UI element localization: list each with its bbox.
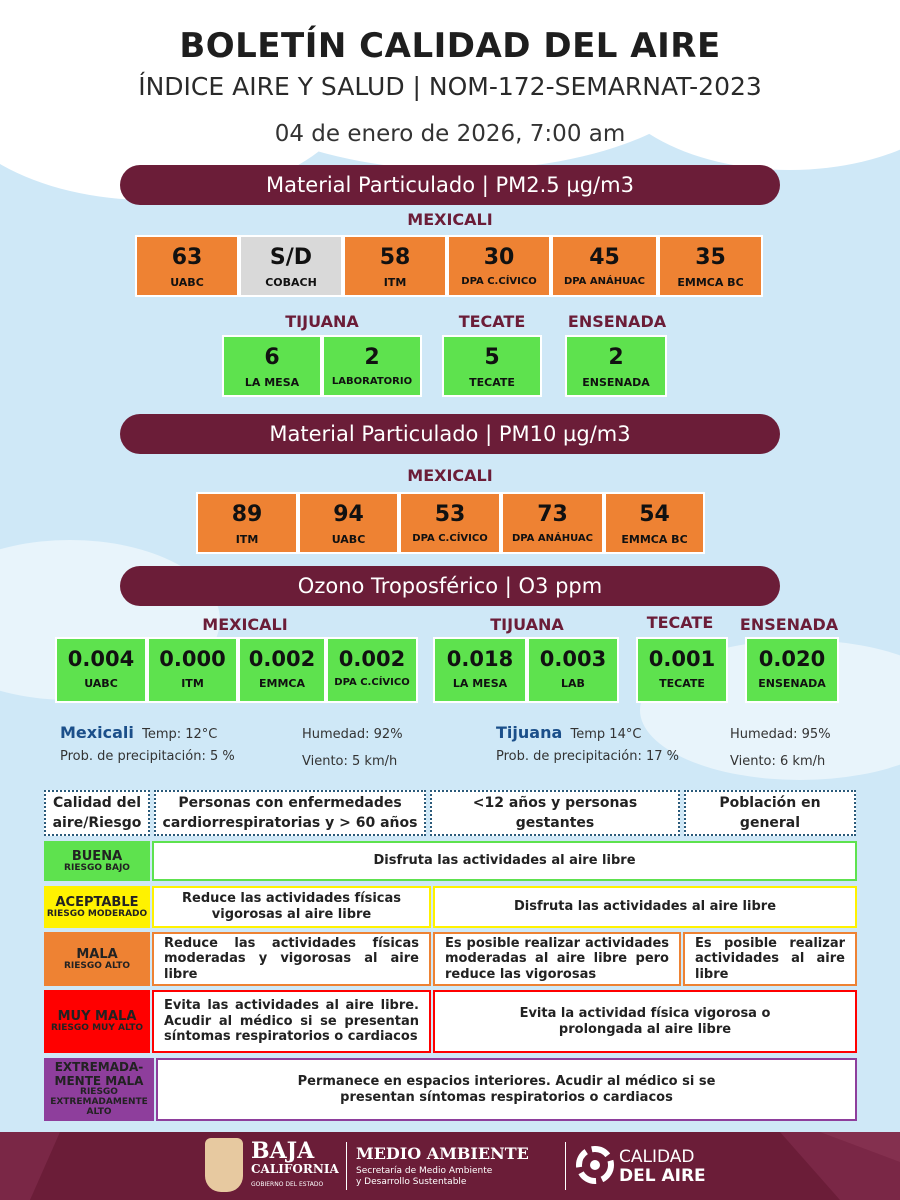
station-value: 94 <box>333 502 364 527</box>
station-cell <box>565 335 667 397</box>
logo-calidad: CALIDAD <box>619 1147 695 1167</box>
logo-gobierno: GOBIERNO DEL ESTADO <box>251 1181 324 1188</box>
weather-precip: Prob. de precipitación: 17 % <box>496 749 680 764</box>
station-value: 0.020 <box>758 647 826 671</box>
station-cell <box>135 235 239 297</box>
risk-advice: Reduce las actividades físicas vigorosas al aire libre <box>152 886 431 928</box>
table-header: Personas con enfermedades cardiorrespiratorias y > 60 años <box>154 790 426 836</box>
station-value: 73 <box>537 502 568 527</box>
pm25-mexicali-label: MEXICALI <box>407 210 493 229</box>
risk-advice: Evita la actividad física vigorosa o prolongada al aire libre <box>433 990 857 1053</box>
station-value: 0.002 <box>338 647 406 671</box>
station-name: ITM <box>235 533 259 546</box>
station-value: 6 <box>264 345 280 370</box>
station-cell <box>222 335 322 397</box>
station-name: LA MESA <box>244 376 300 389</box>
station-cell <box>447 235 551 297</box>
station-name: ENSENADA <box>758 677 826 690</box>
station-cell <box>298 492 399 554</box>
station-cell <box>322 335 422 397</box>
station-name: TECATE <box>659 677 705 690</box>
station-cell <box>239 235 343 297</box>
weather-precip: Prob. de precipitación: 5 % <box>60 749 235 764</box>
station-value: 89 <box>231 502 263 527</box>
station-cell <box>604 492 705 554</box>
station-name: UABC <box>170 276 204 289</box>
station-value: 0.002 <box>248 647 316 671</box>
o3-banner: Ozono Troposférico | O3 ppm <box>120 566 780 606</box>
table-header: Población en general <box>684 790 856 836</box>
o3-mexicali-label: MEXICALI <box>202 615 288 634</box>
pm25-tijuana-label: TIJUANA <box>285 312 359 331</box>
station-value: 0.000 <box>159 647 226 671</box>
station-value: 0.001 <box>648 647 716 671</box>
weather-humidity: Humedad: 92% <box>302 727 403 742</box>
station-name: LABORATORIO <box>331 376 413 387</box>
station-cell <box>433 637 527 703</box>
bulletin-date: 04 de enero de 2026, 7:00 am <box>274 121 626 147</box>
station-cell <box>442 335 542 397</box>
station-cell <box>658 235 763 297</box>
risk-label-extremadamente-mala <box>44 1058 154 1121</box>
risk-advice: Reduce las actividades físicas moderadas y vigorosas al aire libre <box>152 932 431 986</box>
pm25-ensenada-label: ENSENADA <box>567 312 667 331</box>
baja-california-seal <box>205 1138 243 1192</box>
weather-temp: Temp: 12°C <box>142 727 218 742</box>
station-name: EMMCA <box>259 677 305 690</box>
weather-city: Tijuana <box>496 723 563 742</box>
station-value: 0.004 <box>67 647 135 671</box>
station-cell <box>147 637 238 703</box>
station-value: 35 <box>695 245 726 270</box>
station-name: TECATE <box>469 376 515 389</box>
weather-temp: Temp 14°C <box>570 727 642 742</box>
risk-advice: Disfruta las actividades al aire libre <box>152 841 857 881</box>
station-name: EMMCA BC <box>677 276 744 289</box>
station-cell <box>343 235 447 297</box>
pm10-banner: Material Particulado | PM10 µg/m3 <box>120 414 780 454</box>
logo-california: CALIFORNIA <box>251 1162 339 1176</box>
risk-advice: Es posible realizar actividades moderadas al aire libre pero reduce las vigorosas <box>433 932 681 986</box>
pm25-tecate-label: TECATE <box>458 312 526 331</box>
page-title: BOLETÍN CALIDAD DEL AIRE <box>179 26 721 66</box>
risk-level: RIESGO BAJO <box>64 862 130 873</box>
station-value: 30 <box>483 245 515 270</box>
station-cell <box>501 492 604 554</box>
station-name: ENSENADA <box>582 376 650 389</box>
station-value: 54 <box>639 502 670 527</box>
station-value: 0.018 <box>446 647 514 671</box>
page-subtitle: ÍNDICE AIRE Y SALUD | NOM-172-SEMARNAT-2023 <box>138 72 762 101</box>
station-value: 2 <box>608 345 624 370</box>
station-name: ITM <box>383 276 407 289</box>
risk-name: BUENA <box>71 848 123 864</box>
station-cell <box>527 637 619 703</box>
logo-secretaria-2: y Desarrollo Sustentable <box>356 1177 467 1187</box>
o3-ensenada-label: ENSENADA <box>739 615 839 634</box>
table-header: <12 años y personas gestantes <box>430 790 680 836</box>
risk-advice: Es posible realizar actividades al aire libre <box>683 932 857 986</box>
station-name: LA MESA <box>452 677 508 690</box>
weather-tijuana <box>496 723 641 742</box>
risk-name: MALA <box>76 946 118 962</box>
station-value: S/D <box>269 245 313 270</box>
risk-name: MUY MALA <box>57 1009 137 1025</box>
risk-level: RIESGO MODERADO <box>46 908 148 919</box>
logo-baja: BAJA <box>251 1138 315 1164</box>
station-name: EMMCA BC <box>621 533 688 546</box>
pm25-banner: Material Particulado | PM2.5 µg/m3 <box>120 165 780 205</box>
station-name: UABC <box>84 677 118 690</box>
station-name: DPA C.CÍVICO <box>412 533 488 544</box>
station-cell <box>636 637 728 703</box>
risk-advice: Evita las actividades al aire libre. Acudir al médico si se presentan síntomas respiratorios o cardiacos <box>152 990 431 1053</box>
risk-advice: Disfruta las actividades al aire libre <box>433 886 857 928</box>
station-value: 2 <box>364 345 380 370</box>
station-cell <box>196 492 298 554</box>
footer-divider <box>346 1142 347 1190</box>
weather-humidity: Humedad: 95% <box>730 727 831 742</box>
station-name: ITM <box>181 677 204 690</box>
station-name: DPA C.CÍVICO <box>461 276 537 287</box>
weather-wind: Viento: 5 km/h <box>302 754 398 769</box>
footer <box>0 1132 900 1200</box>
pm10-mexicali-label: MEXICALI <box>407 466 493 485</box>
station-name: DPA C.CÍVICO <box>334 677 410 688</box>
station-name: DPA ANÁHUAC <box>511 533 594 544</box>
risk-name: EXTREMADA-MENTE MALA <box>54 1059 144 1088</box>
risk-label-buena <box>44 841 150 881</box>
station-cell <box>745 637 839 703</box>
weather-mexicali <box>60 723 217 742</box>
station-cell <box>551 235 658 297</box>
logo-secretaria-1: Secretaría de Medio Ambiente <box>356 1166 493 1176</box>
footer-divider <box>565 1142 566 1190</box>
station-cell <box>399 492 501 554</box>
station-value: 53 <box>434 502 466 527</box>
station-value: 45 <box>589 245 620 270</box>
risk-level: RIESGO MUY ALTO <box>51 1023 143 1034</box>
risk-name: ACEPTABLE <box>55 894 139 910</box>
o3-tecate-label: TECATE <box>646 613 714 632</box>
station-value: 58 <box>379 245 411 270</box>
station-cell <box>55 637 147 703</box>
risk-label-mala <box>44 932 150 986</box>
risk-advice: Permanece en espacios interiores. Acudir al médico si se presentan síntomas respiratorios o cardiacos <box>156 1058 857 1121</box>
station-value: 5 <box>484 345 500 370</box>
station-name: DPA ANÁHUAC <box>563 276 646 287</box>
logo-medio-ambiente: MEDIO AMBIENTE <box>356 1144 529 1163</box>
table-header: Calidad del aire/Riesgo <box>44 790 150 836</box>
risk-label-muy-mala <box>44 990 150 1053</box>
risk-level: RIESGO EXTREMADAMENTE ALTO <box>50 1087 148 1118</box>
o3-tijuana-label: TIJUANA <box>490 615 564 634</box>
risk-level: RIESGO ALTO <box>63 960 131 971</box>
station-cell <box>326 637 418 703</box>
station-value: 63 <box>171 245 203 270</box>
weather-city: Mexicali <box>60 723 134 742</box>
logo-del-aire: DEL AIRE <box>619 1166 706 1186</box>
station-cell <box>238 637 326 703</box>
risk-label-aceptable <box>44 886 150 928</box>
station-name: LAB <box>561 677 585 690</box>
calidad-aire-logo-icon <box>576 1146 614 1184</box>
station-value: 0.003 <box>539 647 607 671</box>
weather-wind: Viento: 6 km/h <box>730 754 826 769</box>
station-name: COBACH <box>265 276 317 289</box>
station-name: UABC <box>331 533 366 546</box>
